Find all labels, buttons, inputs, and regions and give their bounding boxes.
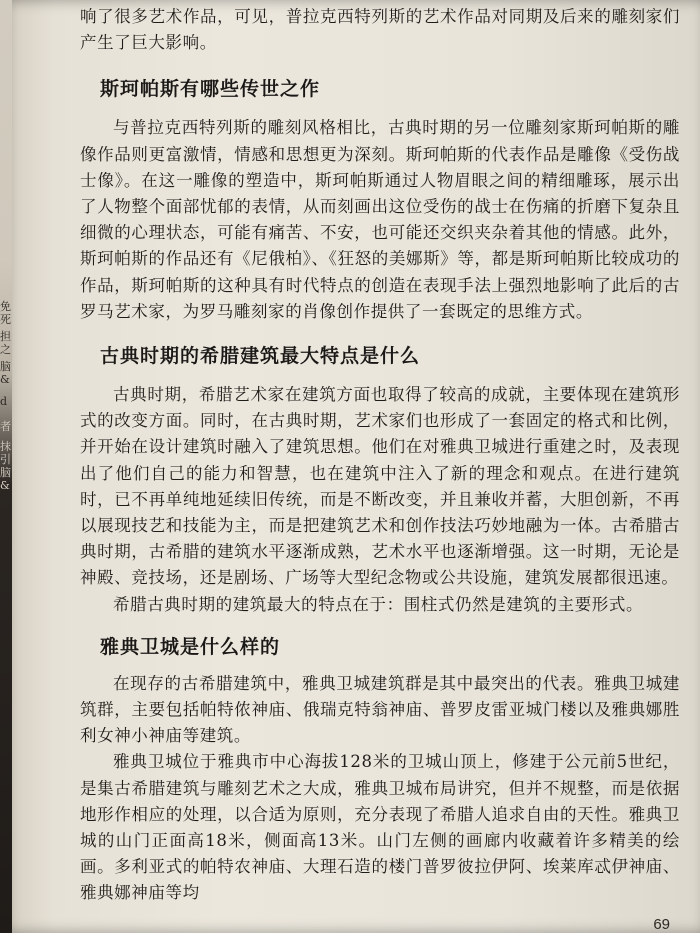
- paragraph-scopas: 与普拉克西特列斯的雕刻风格相比，古典时期的另一位雕刻家斯珂帕斯的雕像作品则更富激情，情感和思想更为深刻。斯珂帕斯的代表作品是雕像《受伤战士像》。在这一雕像的塑造中，斯珂帕斯通过人物眉眼之间的精细雕琢，展示出了人物整个面部忧郁的表情，从而刻画出这位受伤的战士在伤痛的折磨下复杂且细微的心理状态，可能有痛苦、不安，也可能还交织夹杂着其他的情感。此外，斯珂帕斯的作品还有《尼俄柏》、《狂怒的美娜斯》等，都是斯珂帕斯比较成功的作品，斯珂帕斯的这种具有时代特点的创造在表现手法上强烈地影响了此后的古罗马艺术家，为罗马雕刻家的肖像创作提供了一套既定的思维方式。: [80, 118, 680, 321]
- section-heading-scopas: 斯珂帕斯有哪些传世之作: [100, 78, 321, 101]
- section-heading-classical-architecture: 古典时期的希腊建筑最大特点是什么: [100, 345, 421, 368]
- paragraph-acropolis-intro: 在现存的古希腊建筑中，雅典卫城建筑群是其中最突出的代表。雅典卫城建筑群，主要包括帕特侬神庙、俄瑞克特翁神庙、普罗皮雷亚城门楼以及雅典娜胜利女神小神庙等建筑。: [80, 673, 680, 746]
- adjacent-page-edge: [0, 0, 12, 933]
- margin-fragment: 脑&: [0, 360, 11, 386]
- top-continuation-paragraph: 响了很多艺术作品，可见，普拉克西特列斯的艺术作品对同期及后来的雕刻家们产生了巨大影响。: [80, 7, 680, 53]
- margin-fragment: 免死: [0, 300, 11, 326]
- paragraph-architecture-feature: 希腊古典时期的建筑最大的特点在于：围柱式仍然是建筑的主要形式。: [113, 594, 644, 614]
- margin-fragment: 者: [0, 420, 11, 433]
- page-number: 69: [653, 916, 670, 933]
- margin-fragment: 担之: [0, 330, 11, 356]
- margin-fragment: 抹引: [0, 440, 11, 466]
- page-content: [80, 4, 680, 907]
- book-page: [12, 0, 700, 933]
- margin-fragment: d: [0, 395, 8, 408]
- margin-fragment: 脑&: [0, 466, 11, 492]
- paragraph-classical-architecture: 古典时期，希腊艺术家在建筑方面也取得了较高的成就，主要体现在建筑形式的改变方面。同时，在古典时期，艺术家们也形成了一套固定的格式和比例，并开始在设计建筑时融入了建筑思想。他们在对雅典卫城进行重建之时，及表现出了他们自己的能力和智慧，也在建筑中注入了新的理念和观点。在进行建筑时，已不再单纯地延续旧传统，而是不断改变，并且兼收并蓄，大胆创新，不再以展现技艺和技能为主，而是把建筑艺术和创作技法巧妙地融为一体。古希腊古典时期，古希腊的建筑水平逐渐成熟，艺术水平也逐渐增强。这一时期，无论是神殿、竞技场，还是剧场、广场等大型纪念物或公共设施，建筑发展都很迅速。: [80, 385, 680, 588]
- paragraph-acropolis-detail: 雅典卫城位于雅典市中心海拔128米的卫城山顶上，修建于公元前5世纪，是集古希腊建筑与雕刻艺术之大成，雅典卫城布局讲究，但并不规整，而是依据地形作相应的处理，以合适为原则，充分表现了希腊人追求自由的天性。雅典卫城的山门正面高18米，侧面高13米。山门左侧的画廊内收藏着许多精美的绘画。多利亚式的帕特农神庙、大理石造的楼门普罗彼拉伊阿、埃莱库忒伊神庙、雅典娜神庙等均: [80, 752, 680, 903]
- section-heading-acropolis: 雅典卫城是什么样的: [100, 635, 281, 658]
